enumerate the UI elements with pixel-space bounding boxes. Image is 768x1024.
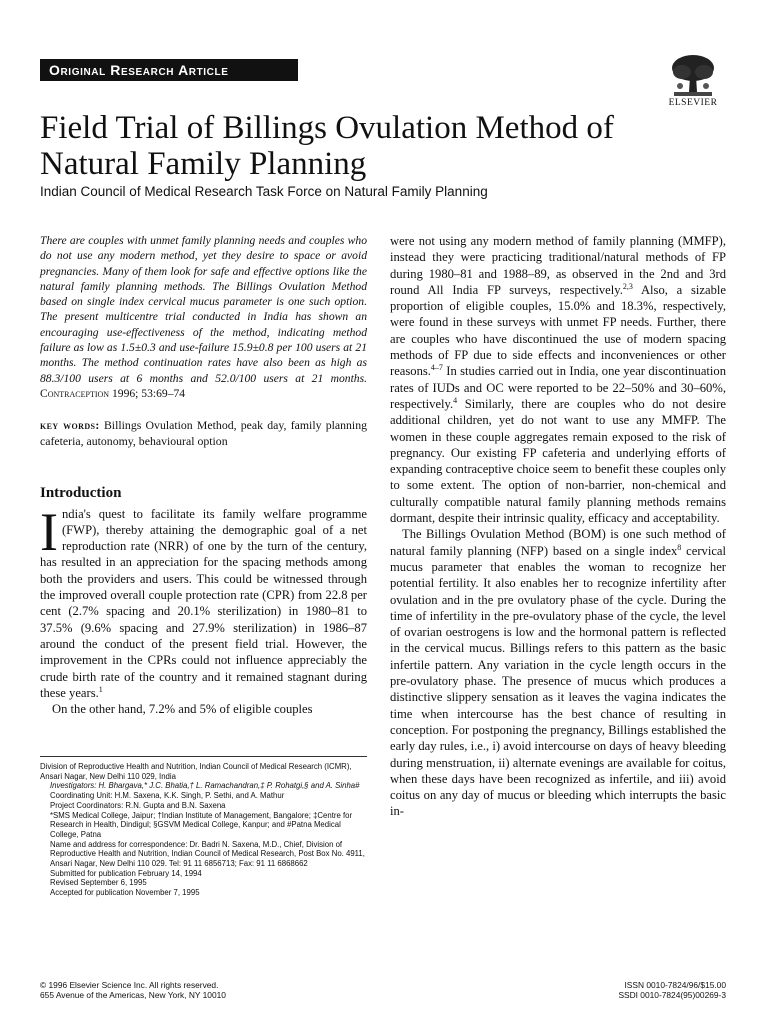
footnote-accepted: Accepted for publication November 7, 1995	[50, 888, 200, 898]
text-segment: were not using any modern method of family planning (MMFP), instead they were practicing traditional/natural methods of FP during 1980–81 and 1988–89, as observed in the 2nd and 3rd round All India FP surveys, respectively.	[390, 234, 726, 297]
reference: 4–7	[430, 363, 443, 373]
abstract	[40, 233, 367, 401]
intro-paragraph-1	[40, 501, 367, 702]
footnote-submitted: Submitted for publication February 14, 1994	[50, 868, 202, 878]
intro-p1-text: ndia's quest to facilitate its family welfare programme (FWP), thereby attaining the demographic goal of a net reproduction rate (NRR) of one by the turn of the century, has resulted in an appreciation for the spacing methods among both the providers and users. This could be witnessed through the improved overall couple protection rate (CPR) from 22.8 per cent (2.7% spacing and 20.1% sterilization) in 1980–81 to 37.5% (9.6% spacing and 27.9% sterilization) in 1986–87 around the conduct of the present field trial. However, the improvement in the CPRs could not influence appreciably the crude birth rate of the country and it remained stagnant during these years.	[40, 506, 367, 700]
identifier-block	[480, 980, 726, 1001]
intro-paragraph-2: On the other hand, 7.2% and 5% of eligible couples	[52, 702, 313, 717]
reference: 2,3	[622, 281, 633, 291]
drop-cap: I	[40, 501, 58, 562]
article-type-banner: Original Research Article	[40, 59, 298, 81]
text-segment: The Billings Ovulation Method (BOM) is one such method of natural family planning (NFP) based on a single index	[390, 527, 726, 558]
footnote-project-coordinators: Project Coordinators: R.N. Gupta and B.N. Saxena	[50, 800, 226, 810]
citation: 1996; 53:69–74	[111, 386, 186, 400]
footnote-affiliation: Division of Reproductive Health and Nutrition, Indian Council of Medical Research (ICMR), Ansari Nagar, New Delhi 110 029, India	[40, 762, 352, 781]
left-column	[40, 233, 367, 717]
right-column	[390, 233, 726, 820]
right-paragraph-1	[390, 233, 726, 526]
authors: Indian Council of Medical Research Task Force on Natural Family Planning	[40, 184, 488, 199]
copyright-block	[40, 980, 400, 1001]
elsevier-tree-icon	[668, 52, 718, 98]
footnote-rule	[40, 756, 367, 757]
right-paragraph-2	[390, 526, 726, 819]
copyright: © 1996 Elsevier Science Inc. All rights reserved.	[40, 980, 219, 990]
article-title: Field Trial of Billings Ovulation Method of Natural Family Planning	[40, 110, 614, 182]
keywords-text: Billings Ovulation Method, peak day, family planning cafeteria, autonomy, behavioural option	[40, 418, 367, 448]
elsevier-logo	[662, 52, 724, 110]
issn: ISSN 0010-7824/96/$15.00	[624, 980, 726, 990]
footnote-coordinating-unit: Coordinating Unit: H.M. Saxena, K.K. Singh, P. Sethi, and A. Mathur	[50, 791, 285, 801]
footnote-correspondence: Name and address for correspondence: Dr. Badri N. Saxena, M.D., Chief, Division of Reproductive Health and Nutrition, Indian Council of Medical Research, Post Box No. 4911, Ansari Nagar, New Delhi 110 029. Tel: 91 11 6856713; Fax: 91 11 6868662	[50, 839, 365, 869]
reference: 4	[453, 395, 458, 405]
abstract-text: There are couples with unmet family planning needs and couples who do not use any modern method, yet they desire to space or avoid pregnancies. Many of them look for safe and effective options like the natural family planning methods. The Billings Ovulation Method based on single index cervical mucus parameter is one such option. The present multicentre trial conducted in India has shown an encouraging use-effectiveness of the method, indicating method failure as low as 1.5±0.3 and use-failure 15.9±0.8 per 100 users at 21 months. The method continuation rates have also been as high as 88.3/100 users at 6 months and 52.0/100 users at 21 months.	[40, 234, 367, 385]
footnote-revised: Revised September 6, 1995	[50, 878, 147, 888]
reference: 1	[98, 684, 103, 694]
text-segment: cervical mucus parameter that enables the woman to recognize her potential fertility. It also enables her to recognize infertility after ovulation and in the pre ovulatory phase of the cycle. During the time of infertility in the pre-ovulatory phase of the cycle, the level of ovarian oestrogens is low and the hormonal pattern is reflected in the cervical mucus. Billings refers to this pattern as the basic infertile pattern. Any variation in the cycle length occurs in the pre-ovulatory phase. The presence of mucus which produces a distinctive slippery sensation as it leaves the vagina indicates the time when intercourse has the best chance of resulting in conception. For postponing the pregnancy, Billings established the early day rules, i.e., i) avoid intercourse on days of heavy bleeding during menstruation, ii) alternate evenings are available for coitus, when these days have been recognized as infertile, and iii) avoid coitus on any day of mucus or bleeding which interrupts the basic in-	[390, 543, 726, 819]
publisher-name: ELSEVIER	[668, 98, 718, 108]
reference: 8	[677, 542, 682, 552]
text-segment: Also, a sizable proportion of eligible couples, 15.0% and 18.3%, respectively, were found in these surveys with unmet FP needs. Further, there are couples who have discontinued the use of modern spacing methods of FP due to side effects and inconveniences or other reasons.	[390, 282, 727, 379]
footnote-institutions: *SMS Medical College, Jaipur; †Indian Institute of Management, Bangalore; ‡Centre for Research in Health, Dindigul; §GSVM Medical College, Kanpur; and #Patna Medical College, Patna	[50, 810, 353, 839]
keywords-label: key words:	[40, 418, 100, 433]
footnotes	[40, 762, 367, 898]
introduction-heading: Introduction	[40, 485, 122, 502]
footnote-investigators: Investigators: H. Bhargava,* J.C. Bhatia,† L. Ramachandran,‡ P. Rohatgi,§ and A. Sinha#	[50, 781, 360, 791]
publisher-address: 655 Avenue of the Americas, New York, NY 10010	[40, 990, 226, 1001]
text-segment: In studies carried out in India, one year discontinuation rates of IUDs and OC were reported to be 22–50% and 30–60%, respectively.	[390, 364, 726, 411]
keywords	[40, 418, 367, 449]
text-segment: Similarly, there are couples who do not desire additional children, yet do not want to use any MMFP. The women in these couple aggregates remain exposed to the risk of pregnancy. Our existing FP cafeteria and underlying efforts of expanding contraceptive choice seem to benefit these couples only to some extent. The option of non-barrier, non-chemical and culturally compatible natural family planning methods remains dormant, despite their intrinsic quality, efficacy and acceptability.	[390, 396, 726, 526]
ssdi: SSDI 0010-7824(95)00269-3	[618, 990, 726, 1001]
journal-name: Contraception	[40, 386, 110, 400]
